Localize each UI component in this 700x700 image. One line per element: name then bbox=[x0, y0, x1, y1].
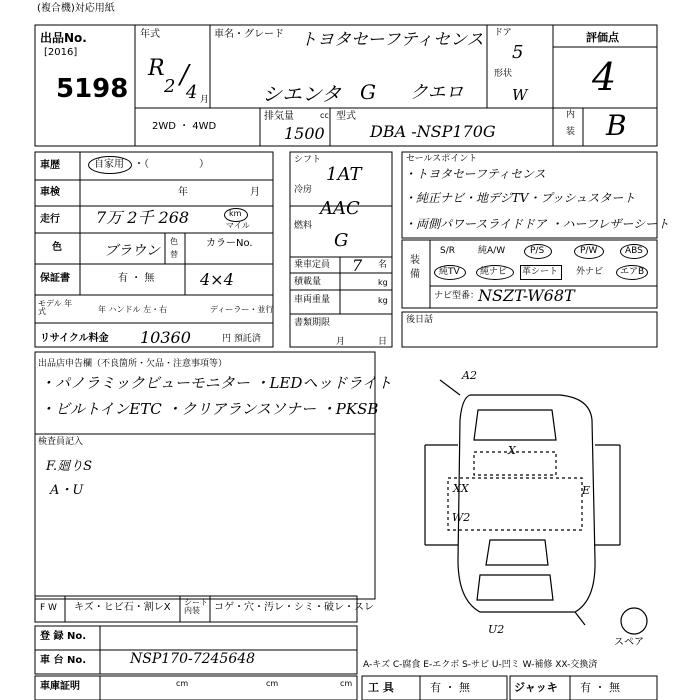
seat-text: コゲ・穴・汚レ・シミ・破レ・スレ bbox=[214, 602, 374, 613]
mileage-label: 走行 bbox=[40, 214, 60, 225]
diagram-e: E bbox=[582, 484, 591, 497]
diagram-x: X bbox=[508, 444, 516, 457]
year-era: R bbox=[148, 56, 165, 81]
rating-label: 評価点 bbox=[586, 31, 619, 44]
fw-label: F W bbox=[40, 603, 57, 613]
type-val: DBA -NSP170G bbox=[370, 122, 496, 141]
grade: G bbox=[360, 80, 376, 104]
model-name: シエンタ bbox=[262, 82, 342, 106]
equip-ext-navi: 外ナビ bbox=[576, 267, 604, 277]
load-label: 積載量 bbox=[294, 277, 322, 287]
lot-label: 出品No. bbox=[40, 31, 87, 45]
cm-unit-2: cm bbox=[266, 679, 279, 688]
tools-val: 有 ・ 無 bbox=[430, 681, 470, 694]
warranty-val: 有 ・ 無 bbox=[118, 273, 155, 284]
load-unit: kg bbox=[378, 278, 388, 287]
cc-unit: cc bbox=[320, 111, 329, 120]
car-diagram bbox=[425, 380, 647, 634]
grade-suffix: クエロ bbox=[410, 82, 464, 103]
shaken-label: 車検 bbox=[40, 187, 60, 198]
equip-abs: ABS bbox=[625, 246, 643, 256]
seat-label: シート内装 bbox=[184, 598, 208, 615]
doc-month: 月 bbox=[336, 337, 346, 347]
sales-point-label: セールスポイント bbox=[406, 154, 478, 164]
recycle-unit: 円 預託済 bbox=[222, 334, 261, 344]
equip-ps: P/S bbox=[530, 246, 545, 256]
damage-legend: A-キズ C-腐食 E-エクボ S-サビ U-凹ミ W-補修 XX-交換済 bbox=[363, 660, 598, 670]
shaken-month-unit: 月 bbox=[250, 187, 260, 198]
registration-label: 登 録 No. bbox=[40, 631, 87, 642]
equip-sr: S/R bbox=[440, 246, 455, 256]
chassis-val: NSP170-7245648 bbox=[130, 651, 256, 667]
mile-unit: マイル bbox=[226, 221, 250, 230]
displacement-label: 排気量 bbox=[264, 111, 294, 122]
color-label: 色 bbox=[52, 242, 62, 253]
jack-val: 有 ・ 無 bbox=[580, 681, 620, 694]
sales-line-3: ・両側パワースライドドア ・ハーフレザーシート bbox=[404, 217, 670, 231]
history-rest: ・（ ） bbox=[134, 159, 209, 170]
equip-leather: 革シート bbox=[522, 267, 559, 277]
shaken-year-unit: 年 bbox=[178, 187, 188, 198]
shift-val: 1AT bbox=[326, 164, 362, 185]
rating-score: 4 bbox=[592, 55, 617, 99]
color-val: ブラウン bbox=[104, 243, 160, 259]
colorno-label: カラーNo. bbox=[206, 238, 253, 249]
ac-val: AAC bbox=[320, 198, 360, 219]
dealer-reg-label: ディーラー・並行 bbox=[210, 305, 274, 314]
sales-line-1: ・トヨタセーフティセンス bbox=[404, 167, 546, 181]
report-line-2: ・ビルトインETC ・クリアランスソナー ・PKSB bbox=[40, 400, 379, 418]
month-unit: 月 bbox=[200, 95, 210, 105]
history-label: 車歴 bbox=[40, 160, 60, 171]
door-label: ドア bbox=[494, 28, 512, 38]
equipment-label: 装 備 bbox=[410, 255, 420, 280]
name-grade-label: 車名・グレード bbox=[214, 29, 284, 40]
jack-label: ジャッキ bbox=[514, 681, 558, 694]
recycle-val: 10360 bbox=[140, 328, 191, 347]
spare-label: スペア bbox=[614, 637, 644, 648]
year-stamp: [2016] bbox=[44, 47, 78, 58]
capacity-label: 乗車定員 bbox=[294, 260, 331, 270]
year-num: 2 bbox=[164, 76, 176, 97]
report-line-1: ・パノラミックビューモニター ・LEDヘッドライト bbox=[40, 374, 392, 392]
interior-label-2: 装 bbox=[566, 127, 576, 137]
navi-model-label: ナビ型番： bbox=[434, 291, 480, 301]
shape-val: W bbox=[512, 86, 528, 104]
diagram-xx: XX bbox=[453, 482, 469, 495]
capacity-val: 7 bbox=[352, 256, 363, 275]
interior-score: B bbox=[606, 109, 627, 142]
sales-line-2: ・純正ナビ・地デジTV・プッシュスタート bbox=[404, 191, 636, 205]
diagram-u2: U2 bbox=[488, 623, 505, 636]
inspector-line-1: F.廻りS bbox=[46, 459, 93, 474]
type-label: 型式 bbox=[336, 111, 356, 122]
navi-model-val: NSZT-W68T bbox=[478, 286, 575, 305]
doc-day: 日 bbox=[378, 337, 388, 347]
weight-unit: kg bbox=[378, 296, 388, 305]
model-year-label: モデル 年式 bbox=[38, 299, 73, 316]
year-slash: / bbox=[180, 60, 189, 90]
cm-unit-3: cm bbox=[340, 679, 353, 688]
fw-text: キズ・ヒビ石・割レX bbox=[74, 602, 171, 613]
fuel-val: G bbox=[334, 230, 349, 251]
year-label: 年式 bbox=[140, 29, 160, 40]
km-unit: km bbox=[229, 209, 242, 218]
equip-pure-tv: 純TV bbox=[439, 267, 460, 277]
lot-number: 5198 bbox=[56, 74, 129, 104]
capacity-unit: 名 bbox=[378, 260, 388, 270]
form-notice: (複合機)対応用紙 bbox=[37, 3, 115, 14]
door-val: 5 bbox=[512, 42, 524, 63]
rear-notes-label: 後日話 bbox=[406, 315, 434, 325]
equip-pure-navi: 純ナビ bbox=[480, 267, 508, 277]
handle-label: 年 ハンドル 左・右 bbox=[98, 305, 168, 314]
shift-label: シフト bbox=[294, 155, 322, 165]
recycle-label: リサイクル料金 bbox=[40, 333, 109, 344]
tools-label: 工 具 bbox=[368, 681, 394, 694]
diagram-a2: A2 bbox=[462, 369, 477, 382]
ac-label: 冷房 bbox=[294, 185, 313, 195]
garage-cert-label: 車庫証明 bbox=[40, 681, 80, 692]
drive-label: 2WD ・ 4WD bbox=[152, 121, 217, 132]
weight-label: 車両重量 bbox=[294, 295, 331, 305]
doc-label: 書類期限 bbox=[294, 318, 331, 328]
warranty-label: 保証書 bbox=[40, 273, 70, 284]
drive-note: 4×4 bbox=[200, 270, 234, 289]
equip-airbag: エアB bbox=[620, 267, 645, 277]
diagram-w2: W2 bbox=[452, 511, 471, 524]
month-val: 4 bbox=[186, 82, 198, 103]
history-jika: 自家用 bbox=[94, 159, 124, 170]
change-label: 替 bbox=[170, 250, 178, 259]
report-label: 出品店申告欄（不良箇所・欠品・注意事項等） bbox=[38, 359, 228, 369]
cm-unit-1: cm bbox=[176, 679, 189, 688]
inspector-line-2: A・U bbox=[50, 483, 84, 498]
equip-pure-aw: 純A/W bbox=[478, 246, 506, 256]
displacement-val: 1500 bbox=[284, 124, 325, 143]
equip-pw: P/W bbox=[580, 246, 598, 256]
chassis-label: 車 台 No. bbox=[40, 655, 87, 666]
car-feature-name: トヨタセーフティセンス bbox=[300, 30, 484, 50]
inspector-label: 検査員記入 bbox=[38, 437, 84, 447]
shape-label: 形状 bbox=[494, 69, 513, 79]
interior-label: 内 bbox=[566, 110, 576, 120]
fuel-label: 燃料 bbox=[294, 221, 313, 231]
iro-label: 色 bbox=[170, 237, 178, 246]
mileage-val: 7万 2千 268 bbox=[96, 208, 190, 227]
